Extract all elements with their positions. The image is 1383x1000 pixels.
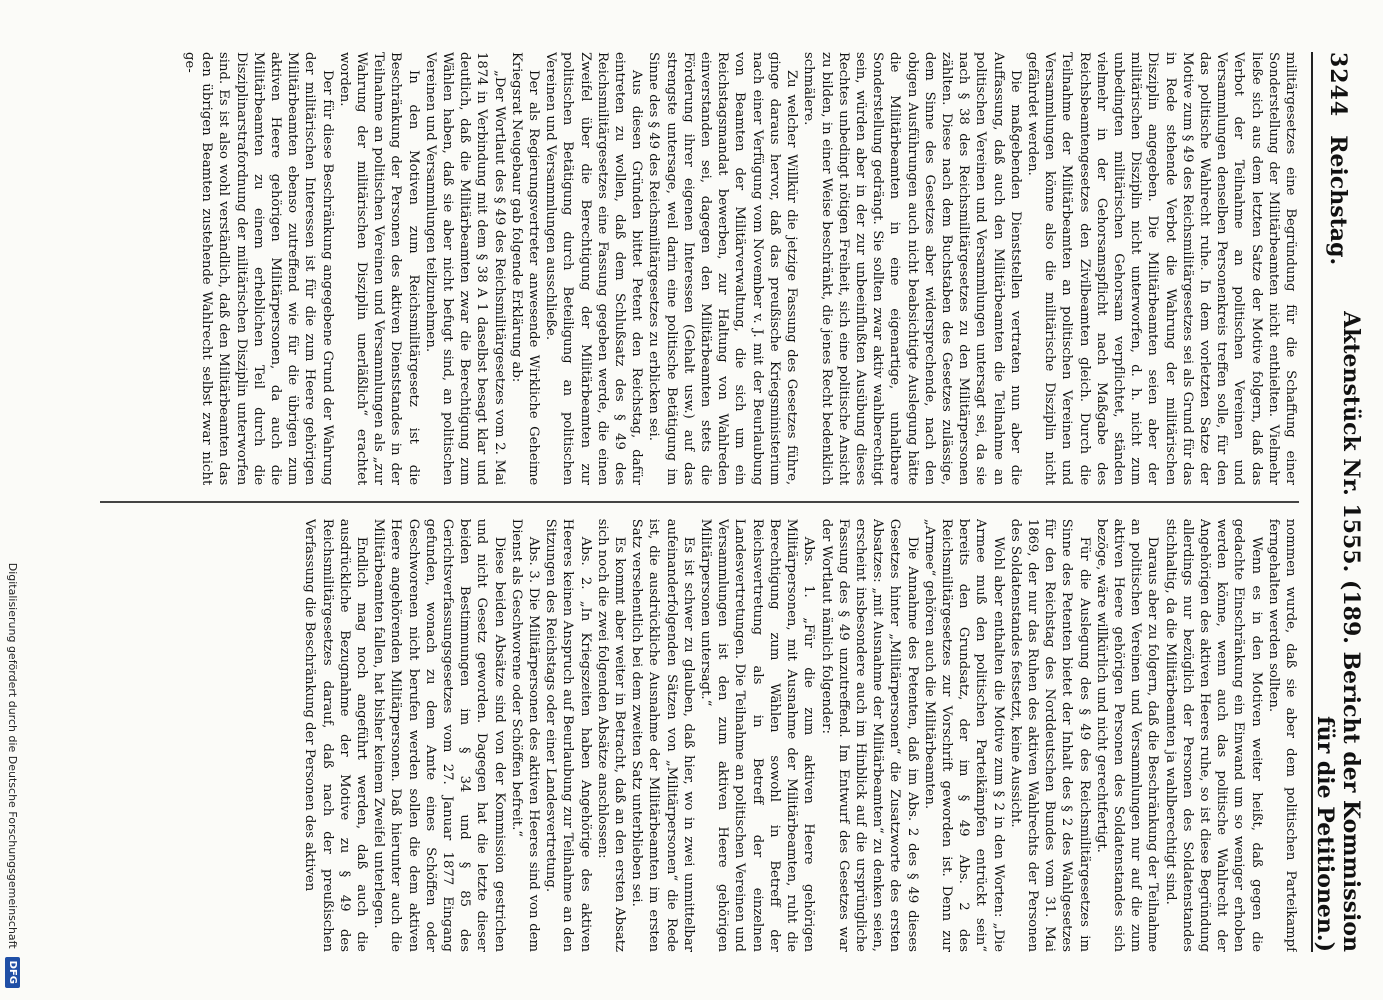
- paragraph: Wenn es in den Motiven weiter heißt, daß gegen die gedachte Einschränkung ein Einwand um so weniger erhoben werden könne, wenn auch das politische Wahlrecht der Angehörigen des aktiven Heeres ruhe, so ist diese Begründung allerdings nur bezüglich der Personen des Soldatenstandes stichhaltig, da die Militärbeamten ja wahlberechtigt sind.: [1162, 518, 1264, 952]
- paragraph: Abs. 1. „Für die zum aktiven Heere gehörigen Militärpersonen, mit Ausnahme der Militärbeamten, ruht die Berechtigung zum Wählen sowohl in Betreff der Reichsvertretung als in Betreff der einzelnen Landesvertretungen. Die Teilnahme an politischen Vereinen und Versammlungen ist den zum aktiven Heere gehörigen Militärpersonen untersagt.“: [698, 518, 817, 952]
- text-columns: [100, 52, 1299, 952]
- paragraph: Die Annahme des Petenten, daß im Abs. 2 des § 49 dieses Gesetzes hinter „Militärpersonen“ die Zusatzworte des ersten Absatzes: „mit Ausnahme der Militärbeamten“ zu denken seien, erscheint insbesondere auch im Hinblick auf die ursprüngliche Fassung des § 49 unzutreffend. Im Entwurf des Gesetzes war der Wortlaut nämlich folgender:: [818, 518, 920, 952]
- paragraph: „Der Wortlaut des § 49 des Reichsmilitärgesetzes vom 2. Mai 1874 in Verbindung mit dem § 38 A 1 daselbst besagt klar und deutlich, daß die Militärbeamten zwar die Berechtigung zum Wählen haben, daß sie aber nicht befugt sind, an politischen Vereinen und Versammlungen teilzunehmen.: [422, 52, 507, 486]
- left-column: [100, 52, 1299, 485]
- paragraph: Endlich mag noch angeführt werden, daß auch die ausdrückliche Bezugnahme der Motive zu § 49 des Reichsmilitärgesetzes darauf, daß nach der preußischen Verfassung die Beschränkung der Personen des aktiven: [302, 518, 370, 952]
- paragraph: nommen wurde, daß sie aber dem politischen Parteikampf ferngehalten werden sollten.: [1265, 518, 1298, 952]
- paragraph: Diese beiden Absätze sind von der Kommission gestrichen und nicht Gesetz geworden. Dagegen hat die letzte dieser beiden Bestimmungen im § 34 und § 85 des Gerichtsverfassungsgesetzes vom 27. Januar 1877 Eingang gefunden, wonach zu dem Amte eines Schöffen oder Geschworenen nicht berufen werden sollen die dem aktiven Heere angehörenden Militärpersonen. Daß hierunter auch die Militärbeamten fallen, hat bisher keinem Zweifel unterlegen.: [371, 518, 507, 952]
- paragraph: militärgesetzes eine Begründung für die Schaffung einer Sonderstellung der Militärbeamten nicht enthielten. Vielmehr ließe sich aus dem letzten Satze der Motive folgern, daß das Verbot der Teilnahme an politischen Vereinen und Versammlungen denselben Personenkreis treffen solle, für den das politische Wahlrecht ruhe. In dem vorletzten Satze der Motive zum § 49 des Reichsmilitärgesetzes sei als Grund für das in Rede stehende Verbot die Wahrung der militärischen Disziplin angegeben. Die Militärbeamten seien aber der militärischen Disziplin nicht unterworfen, d. h. nicht zum unbedingten militärischen Gehorsam verpflichtet, ständen vielmehr in der Gehorsamspflicht nach Maßgabe des Reichsbeamtengesetzes den Zivilbeamten gleich. Durch die Teilnahme der Militärbeamten an politischen Vereinen und Versammlungen könne also die militärische Disziplin nicht gefährdet werden.: [1024, 52, 1298, 486]
- header-title-left: Reichstag.: [1325, 135, 1351, 266]
- paragraph: Wohl aber enthalten die Motive zum § 2 in den Worten: „Die Armee muß den politischen Parteikämpfen entrückt sein“ bereits den Grundsatz, der im § 49 Abs. 2 des Reichsmilitärgesetzes zur Vorschrift geworden ist. Denn zur „Armee“ gehören auch die Militärbeamten.: [921, 518, 1006, 952]
- paragraph: Aus diesen Gründen bittet Petent den Reichstag, dafür eintreten zu wollen, daß dem Schlußsatz des § 49 des Reichsmilitärgesetzes eine Fassung gegeben werde, die einen Zweifel über die Berechtigung der Militärbeamten zur politischen Betätigung durch Beteiligung an politischen Vereinen und Versammlungen ausschließe.: [543, 52, 645, 486]
- page-number: 3244: [1325, 52, 1351, 118]
- paragraph: Der als Regierungsvertreter anwesende Wirkliche Geheime Kriegsrat Neugebaur gab folgende Erklärung ab:: [508, 52, 542, 486]
- header-title-right: Aktenstück Nr. 1555. (189. Bericht der Kommission für die Petitionen.): [1312, 311, 1364, 952]
- paragraph: Es ist schwer zu glauben, daß hier, wo in zwei unmittelbar aufeinanderfolgenden Sätzen von „Militärpersonen“ die Rede ist, die ausdrückliche Ausnahme der Militärbeamten im ersten Satz versehentlich bei dem zweiten Satz unterblieben sei.: [629, 518, 696, 952]
- paragraph: Daraus aber zu folgern, daß die Beschränkung der Teilnahme an politischen Vereinen und Versammlungen nur auf die zum aktiven Heere gehörigen Personen des Soldatenstandes sich bezöge, wäre willkürlich und nicht gerechtfertigt.: [1093, 518, 1161, 952]
- paragraph: Abs. 3. Die Militärpersonen des aktiven Heeres sind von dem Dienst als Geschworene oder Schöffen befreit.“: [508, 518, 542, 952]
- paragraph: In den Motiven zum Reichsmilitärgesetz ist die Beschränkung der Personen des aktiven Dienststandes in der Teilnahme an politischen Vereinen und Versammlungen als „zur Wahrung der militärischen Disziplin unerläßlich“ erachtet worden.: [336, 52, 421, 486]
- paragraph: Es kommt aber weiter in Betracht, daß an den ersten Absatz sich noch die zwei folgenden Absätze anschlossen:: [594, 518, 628, 952]
- page-header: [1311, 52, 1363, 952]
- paragraph: Für die Auslegung des § 49 des Reichsmilitärgesetzes im Sinne des Petenten bietet der Inhalt des § 2 des Wahlgesetzes für den Reichstag des Norddeutschen Bundes vom 31. Mai 1869, der nur das Ruhen des aktiven Wahlrechts der Personen des Soldatenstandes festsetzt, keine Aussicht.: [1007, 518, 1092, 952]
- footer-note: [0, 0, 26, 1000]
- column-divider: [100, 501, 1299, 503]
- paragraph: Die maßgebenden Dienststellen vertraten nun aber die Auffassung, daß auch den Militärbeamten die Teilnahme an politischen Vereinen und Versammlungen untersagt sei, da sie nach § 38 des Reichsmilitärgesetzes zu den Militärpersonen zählten. Diese nach dem Buchstaben des Gesetzes zulässige, dem Sinne des Gesetzes aber widersprechende, nach den obigen Ausführungen auch nicht beabsichtigte Auslegung hätte die Militärbeamten in eine eigenartige, unhaltbare Sonderstellung gedrängt. Sie sollten zwar aktiv wahlberechtigt sein, würden aber in der zur unbeeinflußten Ausübung dieses Rechtes unbedingt nötigen Freiheit, sich eine politische Ansicht zu bilden, in einer Weise beschränkt, die jenes Recht bedenklich schmälere.: [801, 52, 1023, 486]
- paragraph: Der für diese Beschränkung angegebene Grund der Wahrung der militärischen Interessen ist für die zum Heere gehörigen Militärbeamten ebenso zutreffend wie für die übrigen zum aktiven Heere gehörigen Militärpersonen, da auch die Militärbeamten zu einem erheblichen Teil durch die Disziplinarstrafordnung der militärischen Disziplin unterworfen sind. Es ist also wohl verständlich, daß den Militärbeamten das den übrigen Beamten zustehende Wahlrecht selbst zwar nicht ge-: [182, 52, 335, 486]
- paragraph: Zu welcher Willkür die jetzige Fassung des Gesetzes führe, ginge daraus hervor, daß das preußische Kriegsministerium nach einer Verfügung vom November v. J. mit der Beurlaubung von Beamten der Militärverwaltung, die sich um ein Reichstagsmandat bewerben, zur Haltung von Wahlreden einverstanden sei, dagegen den Militärbeamten stets die Förderung ihrer eigenen Interessen (Gehalt usw.) auf das strengste untersage, weil darin eine politische Betätigung im Sinne des § 49 des Reichsmilitärgesetzes zu erblicken sei.: [646, 52, 800, 486]
- digitization-note: Digitalisierung gefördert durch die Deutsche Forschungsgemeinschaft: [6, 562, 20, 949]
- dfg-logo: DFG: [6, 957, 21, 988]
- paragraph: Abs. 2. „In Kriegszeiten haben Angehörige des aktiven Heeres keinen Anspruch auf Beurlaubung zur Teilnahme an den Sitzungen des Reichstags oder einer Landesvertretung.: [543, 518, 593, 952]
- right-column: [100, 519, 1299, 952]
